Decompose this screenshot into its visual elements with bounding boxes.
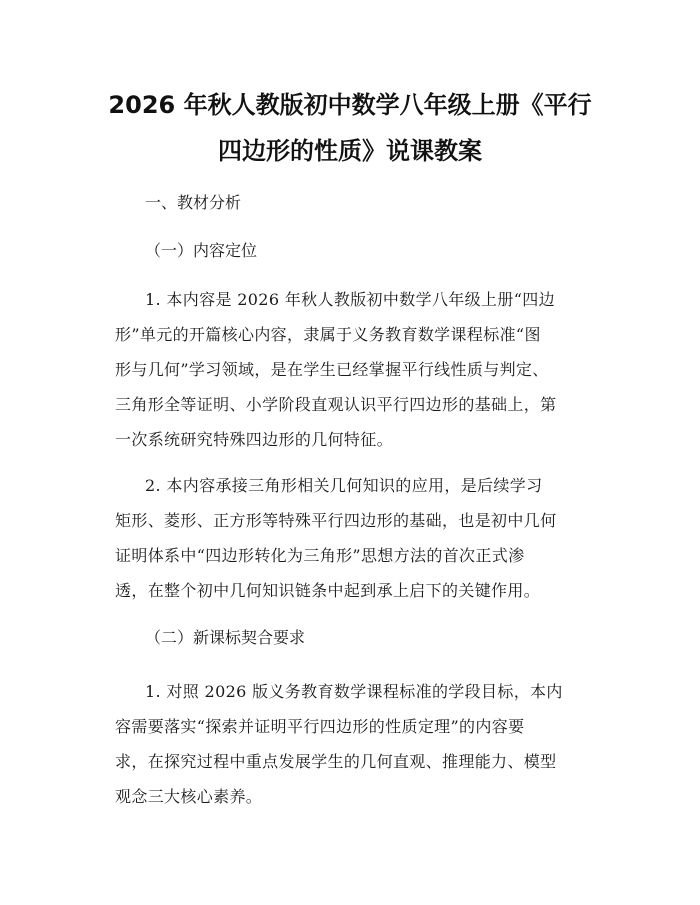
paragraph-line: 形”单元的开篇核心内容，隶属于义务教育数学课程标准“图 [115,325,541,344]
paragraph-line: 求，在探究过程中重点发展学生的几何直观、推理能力、模型 [115,752,557,771]
paragraph-line: 容需要落实“探索并证明平行四边形的性质定理”的内容要 [115,717,525,736]
paragraph-line: 证明体系中“四边形转化为三角形”思想方法的首次正式渗 [115,546,525,565]
paragraph-line: 1. 对照 2026 版义务教育数学课程标准的学段目标，本内 [145,682,563,701]
section-heading-teaching-material-analysis: 一、教材分析 [145,193,242,212]
paragraph-line: 三角形全等证明、小学阶段直观认识平行四边形的基础上，第 [115,395,557,414]
paragraph-line: 矩形、菱形、正方形等特殊平行四边形的基础，也是初中几何 [115,511,557,530]
paragraph-line: 2. 本内容承接三角形相关几何知识的应用，是后续学习 [145,476,543,495]
document-title-line-1: 2026 年秋人教版初中数学八年级上册《平行 [108,91,592,119]
document-title-line-2: 四边形的性质》说课教案 [218,137,482,165]
paragraph-line: 1. 本内容是 2026 年秋人教版初中数学八年级上册“四边 [145,290,555,309]
paragraph-3 [115,674,595,814]
paragraph-line: 一次系统研究特殊四边形的几何特征。 [115,430,393,449]
paragraph-1 [115,282,595,457]
paragraph-2 [115,468,595,608]
paragraph-line: 透，在整个初中几何知识链条中起到承上启下的关键作用。 [115,581,541,600]
paragraph-line: 形与几何”学习领域，是在学生已经掌握平行线性质与判定、 [115,360,549,379]
paragraph-line: 观念三大核心素养。 [115,787,263,806]
subsection-heading-curriculum-standard: （二）新课标契合要求 [145,628,306,647]
subsection-heading-content-positioning: （一）内容定位 [145,241,258,260]
